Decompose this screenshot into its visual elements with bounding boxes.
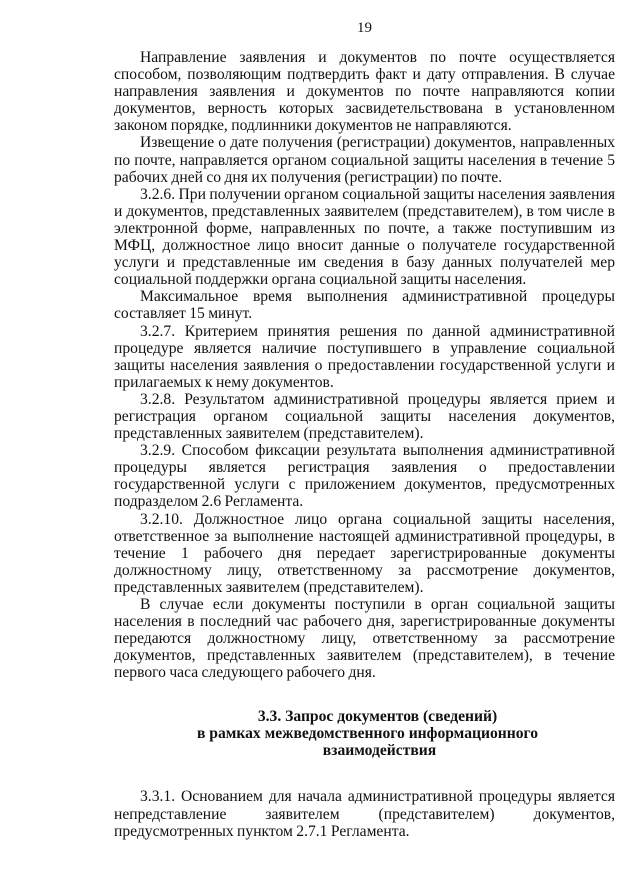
paragraph: 3.2.10. Должностное лицо органа социальной защиты населения, ответственное за выполнение настоящей административной процедуры, в течение 1 рабочего дня передает зарегистрированные документы должностному лицу, ответственному за рассмотрение документов, представленных заявителем (представителем). (114, 510, 615, 596)
paragraph: В случае если документы поступили в орган социальной защиты населения в последний час рабочего дня, зарегистрированные документы передаются должностному лицу, ответственному за рассмотрение документов, представленных заявителем (представителем), в течение первого часа следующего рабочего дня. (114, 596, 615, 682)
body-text (114, 49, 615, 681)
section-heading-line: взаимодействия (322, 742, 437, 760)
paragraph: 3.2.6. При получении органом социальной защиты населения заявления и документов, представленных заявителем (представителем), в том числе в электронной форме, направленных по почте, а также поступившим из МФЦ, должностное лицо вносит данные о получателе государственной услуги и представленные им сведения в базу данных получателей мер социальной поддержки органа социальной защиты населения. (114, 185, 615, 289)
section-heading-line: в рамках межведомственного информационного (196, 725, 539, 743)
paragraph: 3.2.9. Способом фиксации результата выполнения административной процедуры является регистрация заявления о предоставлении государственной услуги с приложением документов, предусмотренных подразделом 2.6 Регламента. (114, 442, 615, 511)
section-heading-line: 3.3. Запрос документов (сведений) (257, 708, 498, 726)
paragraph: Максимальное время выполнения административной процедуры составляет 15 минут. (114, 288, 615, 323)
paragraph: 3.2.7. Критерием принятия решения по данной административной процедуре является наличие поступившего в управление социальной защиты населения заявления о предоставлении государственной услуги и прилагаемых к нему документов. (114, 322, 615, 391)
paragraph: 3.2.8. Результатом административной процедуры является прием и регистрация органом социальной защиты населения документов, представленных заявителем (представителем). (114, 390, 615, 443)
page-number: 19 (357, 20, 372, 36)
section-heading (114, 708, 615, 759)
paragraph: Извещение о дате получения (регистрации) документов, направленных по почте, направляется органом социальной защиты населения в течение 5 рабочих дней со дня их получения (регистрации) по почте. (114, 134, 615, 186)
paragraph: Направление заявления и документов по почте осуществляется способом, позволяющим подтвердить факт и дату отправления. В случае направления заявления и документов по почте направляются копии документов, верность которых засвидетельствована в установленном законом порядке, подлинники документов не направляются. (114, 49, 615, 135)
paragraph: 3.3.1. Основанием для начала административной процедуры является непредставление заявителем (представителем) документов, предусмотренных пунктом 2.7.1 Регламента. (114, 788, 615, 840)
